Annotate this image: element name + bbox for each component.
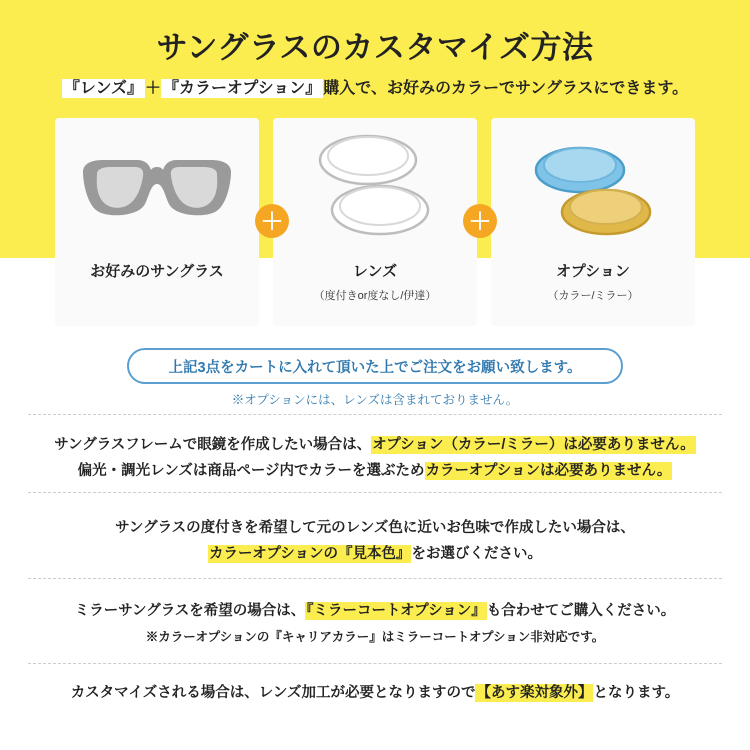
- note-text-highlight: 『ミラーコートオプション』: [306, 603, 486, 619]
- note-block-4: [0, 680, 750, 706]
- subtitle-part-lens: 『レンズ』: [63, 80, 144, 97]
- note-text-highlight: カラーオプションの『見本色』: [209, 546, 411, 562]
- page-subtitle: [0, 75, 750, 98]
- cart-instruction-note: ※オプションには、レンズは含まれておりません。: [231, 393, 519, 407]
- note-text: をお選びください。: [411, 546, 542, 562]
- note-line: [0, 624, 750, 650]
- note-text: サングラスフレームで眼鏡を作成したい場合は、: [54, 437, 372, 453]
- note-text: サングラスの度付きを希望して元のレンズ色に近いお色味で作成したい場合は、: [115, 520, 635, 536]
- note-block-2: [0, 515, 750, 567]
- lens-pair-icon: [273, 118, 477, 258]
- page-title: サングラスのカスタマイズ方法: [156, 30, 594, 65]
- card-label: レンズ: [352, 263, 398, 280]
- note-line: [0, 598, 750, 624]
- card-label: お好みのサングラス: [90, 263, 224, 280]
- plus-icon-1: ＋: [255, 204, 289, 238]
- note-text-highlight: カラーオプションは必要ありません。: [425, 463, 672, 479]
- note-text: ※カラーオプションの『キャリアカラー』はミラーコートオプション非対応です。: [145, 630, 605, 644]
- note-block-1: [0, 432, 750, 484]
- divider: [28, 578, 722, 579]
- note-text: 偏光・調光レンズは商品ページ内でカラーを選ぶため: [77, 463, 425, 479]
- color-option-icon: [491, 118, 695, 258]
- note-text-highlight: オプション（カラー/ミラー）は必要ありません。: [372, 437, 695, 453]
- divider: [28, 414, 722, 415]
- card-option: [491, 118, 695, 326]
- note-line: [0, 515, 750, 541]
- subtitle-part-coloroption: 『カラーオプション』: [163, 80, 322, 97]
- note-line: [0, 680, 750, 706]
- subtitle-part-plus: ＋: [145, 80, 162, 97]
- note-line: [0, 432, 750, 458]
- card-sub: （カラー/ミラー）: [547, 290, 639, 302]
- sunglasses-icon: [55, 118, 259, 258]
- card-sub: （度付きor度なし/伊達）: [313, 290, 437, 302]
- note-text: ミラーサングラスを希望の場合は、: [74, 603, 306, 619]
- product-cards: [0, 118, 750, 326]
- divider: [28, 663, 722, 664]
- note-line: [0, 541, 750, 567]
- note-block-3: [0, 598, 750, 650]
- note-text: も合わせてご購入ください。: [486, 603, 676, 619]
- note-text-highlight: 【あす楽対象外】: [476, 685, 593, 701]
- divider: [28, 492, 722, 493]
- cart-instruction-pill: 上記3点をカートに入れて頂いた上でご注文をお願い致します。: [127, 348, 623, 384]
- note-text: カスタマイズされる場合は、レンズ加工が必要となりますので: [70, 685, 476, 701]
- note-text: となります。: [593, 685, 680, 701]
- card-sunglasses: [55, 118, 259, 326]
- note-line: [0, 458, 750, 484]
- plus-icon-2: ＋: [463, 204, 497, 238]
- subtitle-part-tail: 購入で、お好みのカラーでサングラスにできます。: [323, 80, 689, 97]
- card-lens: [273, 118, 477, 326]
- card-label: オプション: [556, 263, 630, 280]
